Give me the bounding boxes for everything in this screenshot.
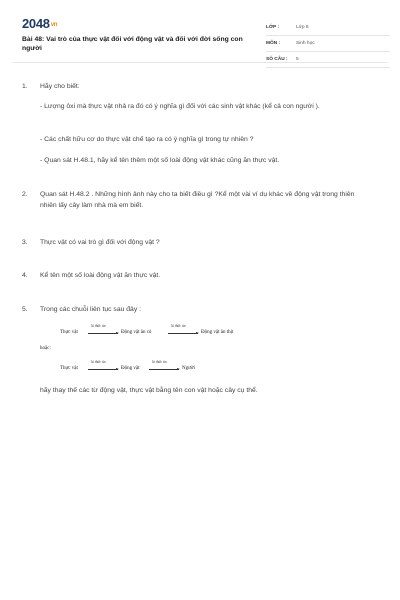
chain-arrow	[88, 333, 118, 334]
question-text: Thực vật có vai trò gì đối với động vật ?	[40, 239, 160, 246]
worksheet-header	[12, 10, 388, 63]
chain-arrow-label: là thức ăn	[91, 360, 106, 364]
chain-arrow-label: là thức ăn	[152, 360, 167, 364]
chain-arrow	[88, 369, 118, 370]
chain-node: Động vật ăn thịt	[201, 330, 234, 335]
question-number: 1.	[22, 83, 28, 90]
or-label: hoặc:	[40, 346, 51, 351]
chain-arrow	[149, 369, 179, 370]
meta-label: MÔN :	[266, 41, 281, 46]
question-number: 2.	[22, 191, 28, 198]
meta-label: SỐ CÂU :	[266, 57, 288, 62]
chain-arrow-label: là thức ăn	[171, 324, 186, 328]
meta-label: LỚP :	[266, 25, 280, 30]
question-1-sub-1: - Lượng ôxi mà thực vật nhả ra đó có ý nghĩa gì đối với các sinh vật khác (kể cả con người ).	[40, 103, 320, 110]
chain-node: Động vật	[121, 366, 140, 371]
chain-arrow-label: là thức ăn	[91, 324, 106, 328]
question-text: Kể tên một số loài động vật ăn thực vật.	[40, 272, 161, 279]
lesson-title: Bài 48: Vai trò của thực vật đối với động vật và đối với đời sống con người	[22, 36, 243, 52]
site-logo[interactable]	[22, 16, 57, 31]
question-1-sub-3: - Quan sát H.48.1, hãy kể tên thêm một số loài động vật khác cũng ăn thực vật.	[40, 157, 280, 164]
chain-arrow	[168, 333, 198, 334]
question-5-instruction: hãy thay thế các từ động vật, thực vật bằng tên con vật hoặc cây cụ thể.	[40, 387, 258, 394]
meta-row-subject	[266, 36, 390, 52]
question-text: Trong các chuỗi liên tục sau đây :	[40, 306, 142, 313]
meta-value: 5	[296, 57, 299, 62]
chain-node: Động vật ăn cỏ	[121, 330, 152, 335]
meta-row-count	[266, 52, 390, 68]
logo-text: 2048	[22, 16, 50, 31]
lesson-meta	[266, 20, 390, 68]
question-number: 4.	[22, 272, 28, 279]
question-number: 5.	[22, 306, 28, 313]
question-number: 3.	[22, 239, 28, 246]
question-text: Quan sát H.48.2 . Những hình ảnh này cho ta biết điều gì ?Kể một vài ví dụ khác về động vật trong thiên nhiên lấy cây làm nhà mà em biết.	[40, 191, 355, 209]
meta-row-grade	[266, 20, 390, 36]
question-text: Hãy cho biết:	[40, 83, 80, 90]
chain-node: Thực vật	[60, 366, 78, 371]
meta-value: Sinh học	[296, 41, 315, 46]
question-1-sub-2: - Các chất hữu cơ do thực vật chế tạo ra có ý nghĩa gì trong tự nhiên ?	[40, 136, 254, 143]
logo-suffix: vn	[50, 22, 58, 28]
chain-node: Người	[182, 366, 195, 371]
chain-node: Thực vật	[60, 330, 78, 335]
meta-value: Lớp 6	[296, 25, 309, 30]
